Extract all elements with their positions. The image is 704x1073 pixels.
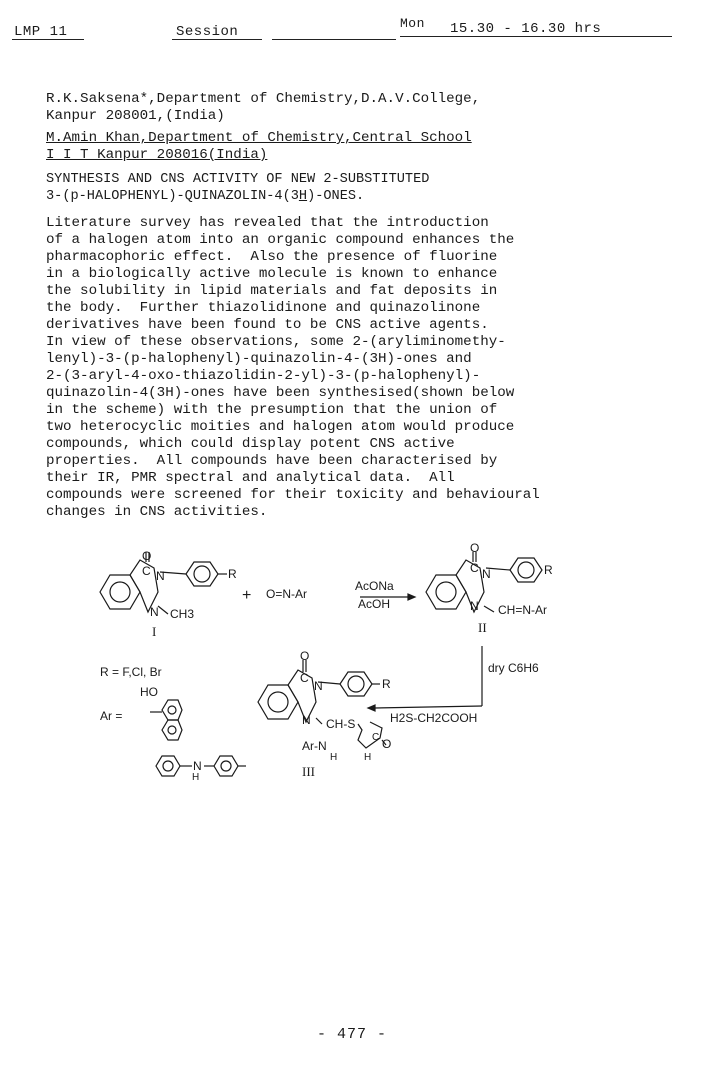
author-line-2: Kanpur 208001,(India) bbox=[46, 108, 225, 124]
body-line-16: their IR, PMR spectral and analytical data. All bbox=[46, 470, 455, 486]
nh-hydrogen: H bbox=[192, 772, 200, 783]
reaction-arrow-2 bbox=[375, 706, 482, 708]
author-line-4: I I T Kanpur 208016(India) bbox=[46, 147, 268, 163]
arrow-head-1 bbox=[408, 594, 415, 600]
naphthol-structure bbox=[150, 700, 182, 740]
atom-c-1: C bbox=[142, 564, 151, 578]
nitroso-arene: O=N-Ar bbox=[266, 587, 308, 601]
atom-n-5: N bbox=[314, 679, 323, 693]
paper-title-line-2-post: )-ONES. bbox=[307, 189, 365, 204]
ar-n-group: Ar-N bbox=[302, 739, 327, 753]
imine-group: CH=N-Ar bbox=[498, 603, 548, 617]
thioacid-reagent: H2S-CH2COOH bbox=[390, 711, 478, 725]
header-rule-1 bbox=[12, 39, 84, 40]
body-line-1: Literature survey has revealed that the introduction bbox=[46, 215, 489, 231]
compound-iii-label: III bbox=[302, 764, 315, 779]
session-label: Session bbox=[176, 24, 239, 40]
body-line-13: two heterocyclic moities and halogen atom would produce bbox=[46, 419, 515, 435]
r-definition: R = F,Cl, Br bbox=[100, 665, 162, 679]
header-rule-2 bbox=[172, 39, 262, 40]
atom-c-3: C bbox=[300, 671, 309, 685]
nh-nitrogen: N bbox=[193, 759, 202, 773]
atom-o-2: O bbox=[470, 541, 480, 555]
hydroxyl-label: HO bbox=[140, 685, 158, 699]
body-line-8: In view of these observations, some 2-(aryliminomethy- bbox=[46, 334, 506, 350]
atom-n-1: N bbox=[156, 569, 165, 583]
atom-n-4: N bbox=[470, 599, 479, 613]
dry-benzene: dry C6H6 bbox=[488, 661, 539, 675]
page-number: - 477 - bbox=[316, 1026, 387, 1043]
session-time: 15.30 - 16.30 hrs bbox=[450, 21, 602, 37]
body-line-12: in the scheme) with the presumption that the union of bbox=[46, 402, 498, 418]
plus-sign: + bbox=[242, 587, 252, 604]
header-rule-4 bbox=[400, 36, 672, 37]
paper-title-line-1: SYNTHESIS AND CNS ACTIVITY OF NEW 2-SUBSTITUTED bbox=[46, 172, 430, 187]
paper-title-line-2-pre: 3-(p-HALOPHENYL)-QUINAZOLIN-4(3 bbox=[46, 189, 299, 204]
body-line-11: quinazolin-4(3H)-ones have been synthesised(shown below bbox=[46, 385, 515, 401]
body-line-14: compounds, which could display potent CNS active bbox=[46, 436, 455, 452]
compound-iii-structure bbox=[258, 660, 386, 748]
body-line-2: of a halogen atom into an organic compound enhances the bbox=[46, 232, 515, 248]
body-line-17: compounds were screened for their toxicity and behavioural bbox=[46, 487, 540, 503]
body-line-7: derivatives have been found to be CNS active agents. bbox=[46, 317, 489, 333]
atom-r-1: R bbox=[228, 567, 237, 581]
body-line-3: pharmacophoric effect. Also the presence of fluorine bbox=[46, 249, 498, 265]
session-day: Mon bbox=[400, 16, 425, 31]
body-line-9: lenyl)-3-(p-halophenyl)-quinazolin-4-(3H)-ones and bbox=[46, 351, 472, 367]
compound-i-structure bbox=[100, 552, 227, 614]
body-line-6: the body. Further thiazolidinone and quinazolinone bbox=[46, 300, 481, 316]
body-line-5: the solubility in lipid materials and fat deposits in bbox=[46, 283, 498, 299]
body-line-10: 2-(3-aryl-4-oxo-thiazolidin-2-yl)-3-(p-halophenyl)- bbox=[46, 368, 481, 384]
compound-i-label: I bbox=[152, 624, 157, 639]
compound-ii-label: II bbox=[478, 620, 487, 635]
ar-definition: Ar = bbox=[100, 709, 123, 723]
atom-r-3: R bbox=[382, 677, 391, 691]
methyl-group: CH3 bbox=[170, 607, 195, 621]
session-code: LMP 11 bbox=[14, 24, 68, 40]
atom-n-3: N bbox=[482, 567, 491, 581]
reaction-scheme bbox=[90, 540, 590, 790]
atom-o-3: O bbox=[300, 649, 310, 663]
ch-s-group: CH-S bbox=[326, 717, 356, 731]
hydrogen-1: H bbox=[330, 752, 338, 763]
reagent-acona: AcONa bbox=[355, 579, 394, 593]
reagent-acoh: AcOH bbox=[358, 597, 391, 611]
body-line-15: properties. All compounds have been characterised by bbox=[46, 453, 498, 469]
atom-n-6: N bbox=[302, 713, 311, 727]
atom-c-4: C bbox=[372, 732, 380, 743]
atom-r-2: R bbox=[544, 563, 553, 577]
atom-n-2: N bbox=[150, 605, 159, 619]
header-rule-3 bbox=[272, 39, 396, 40]
arrow-head-2 bbox=[368, 705, 375, 711]
atom-o-4: O bbox=[382, 737, 392, 751]
atom-c-2: C bbox=[470, 561, 479, 575]
paper-title-line-2 bbox=[46, 189, 364, 206]
paper-title-italic-h: H bbox=[298, 189, 308, 204]
hydrogen-2: H bbox=[364, 752, 372, 763]
body-line-4: in a biologically active molecule is known to enhance bbox=[46, 266, 498, 282]
author-line-1: R.K.Saksena*,Department of Chemistry,D.A.V.College, bbox=[46, 91, 481, 107]
atom-o-1: O bbox=[142, 549, 152, 563]
body-line-18: changes in CNS activities. bbox=[46, 504, 268, 520]
author-line-3: M.Amin Khan,Department of Chemistry,Central School bbox=[46, 130, 472, 146]
